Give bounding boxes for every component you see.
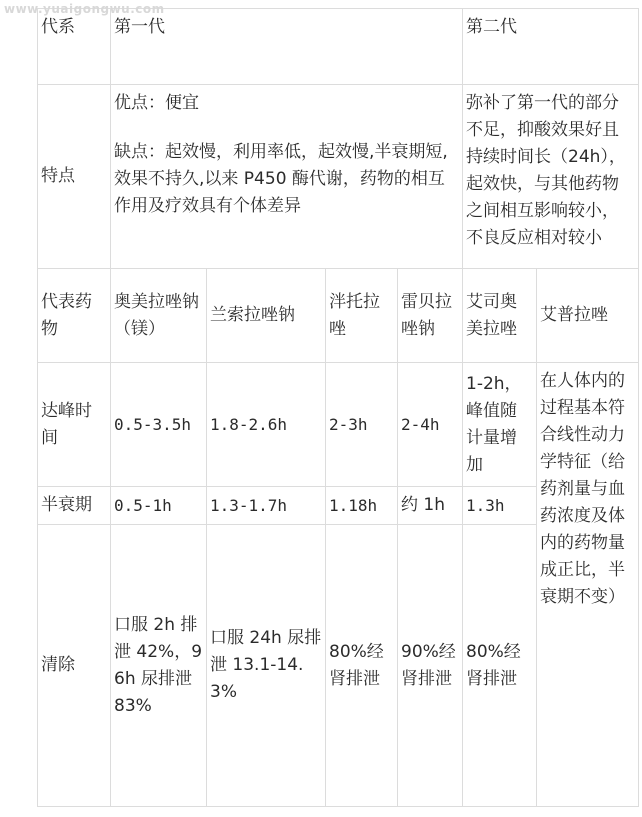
ilaprazole-pharmacokinetics-note: 在人体内的过程基本符合线性动力学特征（给药剂量与血药浓度及体内的药物量成正比，半衰期不变）	[537, 363, 639, 807]
peak-time-row	[38, 363, 639, 487]
half-life-lansoprazole: 1.3-1.7h	[207, 487, 326, 525]
clearance-lansoprazole: 口服 24h 尿排泄 13.1-14.3%	[207, 525, 326, 807]
header-row	[38, 9, 639, 85]
site-watermark: www.yuaigongwu.com	[4, 2, 165, 16]
first-generation-features	[111, 85, 463, 269]
drug-rabeprazole: 雷贝拉唑钠	[398, 269, 463, 363]
clearance-label: 清除	[38, 525, 111, 807]
clearance-esomeprazole: 80%经肾排泄	[463, 525, 537, 807]
header-second-generation: 第二代	[463, 9, 639, 85]
peak-time-omeprazole: 0.5-3.5h	[111, 363, 207, 487]
drug-lansoprazole: 兰索拉唑钠	[207, 269, 326, 363]
clearance-omeprazole: 口服 2h 排泄 42%，96h 尿排泄 83%	[111, 525, 207, 807]
header-generation-label: 代系	[38, 9, 111, 85]
peak-time-pantoprazole: 2-3h	[326, 363, 398, 487]
first-generation-pros: 优点：便宜	[114, 93, 199, 113]
first-generation-cons: 缺点：起效慢，利用率低，起效慢,半衰期短,效果不持久,以来 P450 酶代谢，药物的相互作用及疗效具有个体差异	[114, 142, 448, 216]
features-row	[38, 85, 639, 269]
second-generation-features: 弥补了第一代的部分不足，抑酸效果好且持续时间长（24h），起效快，与其他药物之间相互影响较小，不良反应相对较小	[463, 85, 639, 269]
header-first-generation: 第一代	[111, 9, 463, 85]
half-life-label: 半衰期	[38, 487, 111, 525]
ppi-comparison-table	[37, 8, 639, 807]
drug-ilaprazole: 艾普拉唑	[537, 269, 639, 363]
half-life-omeprazole: 0.5-1h	[111, 487, 207, 525]
peak-time-lansoprazole: 1.8-2.6h	[207, 363, 326, 487]
half-life-pantoprazole: 1.18h	[326, 487, 398, 525]
half-life-rabeprazole: 约 1h	[398, 487, 463, 525]
drug-pantoprazole: 泮托拉唑	[326, 269, 398, 363]
half-life-esomeprazole: 1.3h	[463, 487, 537, 525]
peak-time-esomeprazole: 1-2h，峰值随计量增加	[463, 363, 537, 487]
features-label: 特点	[38, 85, 111, 269]
drug-omeprazole: 奥美拉唑钠（镁）	[111, 269, 207, 363]
drugs-label: 代表药物	[38, 269, 111, 363]
drugs-row	[38, 269, 639, 363]
drug-esomeprazole: 艾司奥美拉唑	[463, 269, 537, 363]
peak-time-label: 达峰时间	[38, 363, 111, 487]
peak-time-rabeprazole: 2-4h	[398, 363, 463, 487]
clearance-pantoprazole: 80%经肾排泄	[326, 525, 398, 807]
clearance-rabeprazole: 90%经肾排泄	[398, 525, 463, 807]
